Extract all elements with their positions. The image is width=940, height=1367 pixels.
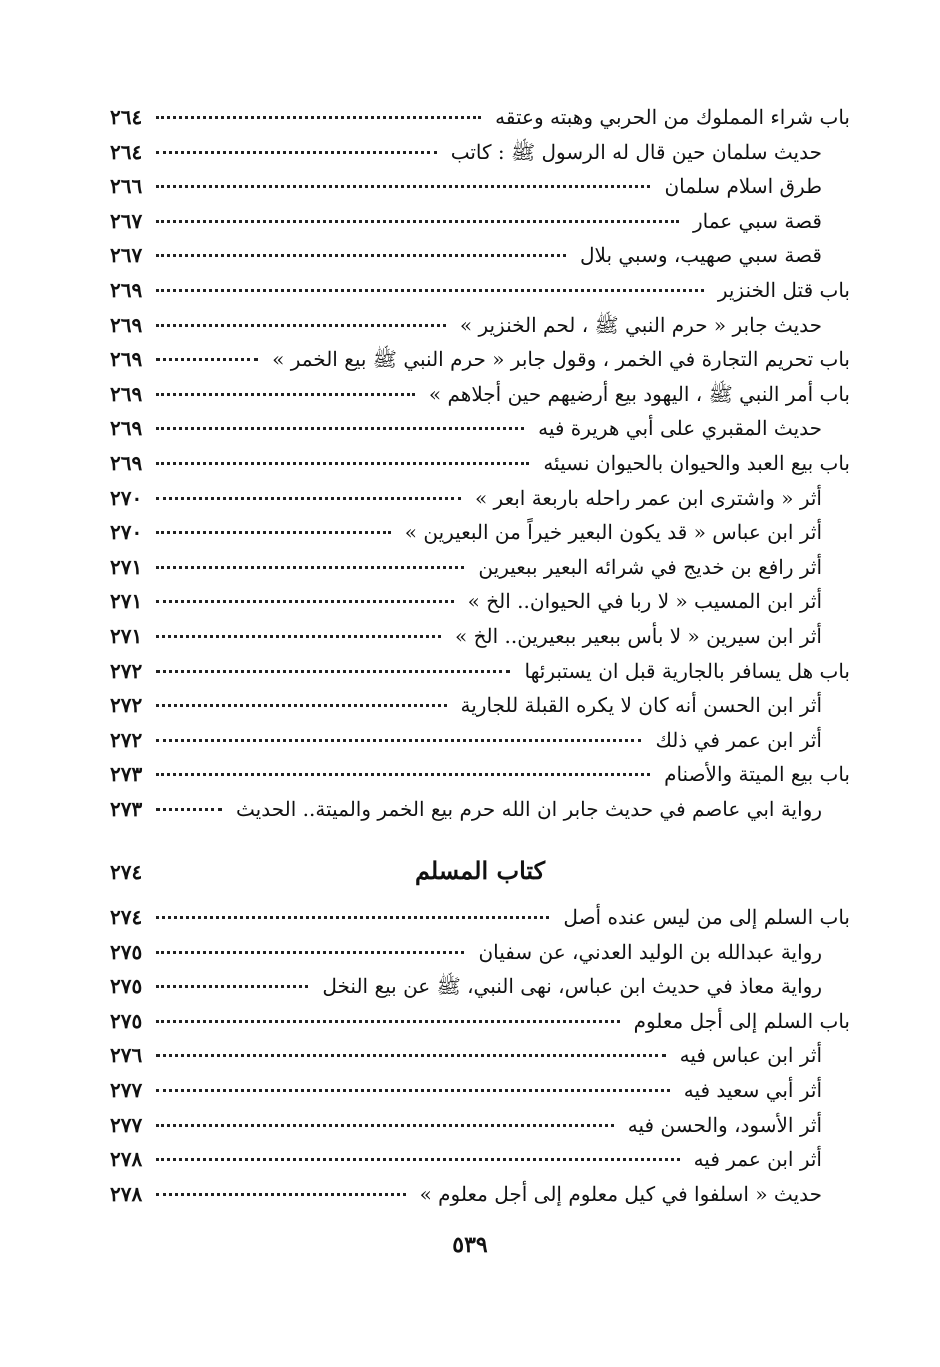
toc-entry-page: ٢٧١ [110, 554, 143, 579]
toc-entry-title: أثر « واشترى ابن عمر راحله باربعة ابعر » [469, 481, 822, 516]
toc-entry-page: ٢٧٥ [110, 974, 143, 999]
toc-entry-title: باب السلم إلى أجل معلوم [628, 1004, 850, 1039]
toc-entry [110, 481, 850, 516]
toc-entry-page: ٢٧٣ [110, 796, 143, 821]
toc-entry [110, 757, 850, 792]
toc-entry-page: ٢٦٩ [110, 312, 143, 337]
toc-entry-page: ٢٧٠ [110, 485, 143, 510]
dot-leader [156, 1124, 614, 1127]
toc-entry-title: باب تحريم التجارة في الخمر ، وقول جابر « حرم النبي ﷺ بيع الخمر » [266, 342, 850, 377]
toc-entry-page: ٢٧٦ [110, 1043, 143, 1068]
dot-leader [156, 116, 481, 119]
toc-section-1 [110, 100, 850, 826]
toc-entry-title: أثر ابن عباس « قد يكون البعير خيراً من البعيرين » [399, 515, 822, 550]
toc-entry [110, 654, 850, 689]
dot-leader [156, 462, 529, 465]
toc-entry-page: ٢٧٥ [110, 939, 143, 964]
dot-leader [156, 324, 446, 327]
toc-entry-title: طرق اسلام سلمان [658, 169, 822, 204]
toc-entry [110, 969, 850, 1004]
toc-entry [110, 238, 850, 273]
toc-entry [110, 1004, 850, 1039]
dot-leader [156, 1193, 406, 1196]
dot-leader [156, 1089, 670, 1092]
dot-leader [156, 773, 650, 776]
dot-leader [156, 531, 391, 534]
toc-entry-page: ٢٧٨ [110, 1181, 143, 1206]
toc-entry [110, 1073, 850, 1108]
toc-entry-page: ٢٦٩ [110, 381, 143, 406]
toc-entry-title: باب بيع الميتة والأصنام [658, 757, 850, 792]
toc-entry-page: ٢٧٢ [110, 658, 143, 683]
toc-entry-title: أثر ابن عمر في ذلك [649, 723, 822, 758]
dot-leader [156, 670, 510, 673]
toc-entry-page: ٢٧٧ [110, 1077, 143, 1102]
dot-leader [156, 600, 454, 603]
toc-entry [110, 308, 850, 343]
toc-entry-page: ٢٧٢ [110, 727, 143, 752]
toc-entry-title: أثر ابن عباس فيه [674, 1038, 822, 1073]
dot-leader [156, 1020, 620, 1023]
toc-entry-page: ٢٦٩ [110, 277, 143, 302]
toc-entry-title: أثر رافع بن خديج في شرائه البعير ببعيرين [472, 550, 822, 585]
dot-leader [156, 951, 464, 954]
dot-leader [156, 358, 258, 361]
toc-entry-title: باب السلم إلى من ليس عنده أصل [557, 900, 850, 935]
toc-section-2 [110, 900, 850, 1211]
toc-entry-title: حديث سلمان حين قال له الرسول ﷺ : كاتب [445, 135, 822, 170]
dot-leader [156, 393, 415, 396]
toc-entry [110, 100, 850, 135]
toc-entry-title: حديث جابر « حرم النبي ﷺ ، لحم الخنزير » [454, 308, 822, 343]
toc-entry-title: أثر ابن المسيب « لا ربا في الحيوان.. الخ » [462, 584, 822, 619]
chapter-title: كتاب المسلم [414, 856, 546, 885]
toc-entry-page: ٢٧١ [110, 623, 143, 648]
dot-leader [156, 566, 464, 569]
toc-entry-page: ٢٦٧ [110, 243, 143, 268]
toc-entry [110, 377, 850, 412]
toc-entry-page: ٢٦٩ [110, 450, 143, 475]
toc-entry-title: باب شراء المملوك من الحربي وهبته وعتقه [489, 100, 850, 135]
toc-entry [110, 169, 850, 204]
toc-entry-page: ٢٦٧ [110, 208, 143, 233]
toc-entry-page: ٢٧١ [110, 589, 143, 614]
dot-leader [156, 497, 461, 500]
toc-entry-page: ٢٧٥ [110, 1008, 143, 1033]
chapter-heading [110, 852, 850, 892]
dot-leader [156, 739, 641, 742]
toc-entry [110, 900, 850, 935]
dot-leader [156, 427, 524, 430]
toc-entry-title: أثر ابن عمر فيه [688, 1142, 822, 1177]
toc-entry-page: ٢٧٣ [110, 762, 143, 787]
toc-entry [110, 1177, 850, 1212]
toc-entry [110, 204, 850, 239]
toc-entry [110, 619, 850, 654]
toc-entry-title: باب بيع العبد والحيوان بالحيوان نسيئه [537, 446, 850, 481]
page-number: ٥٣٩ [452, 1232, 488, 1258]
dot-leader [156, 185, 650, 188]
toc-entry-title: رواية معاذ في حديث ابن عباس، نهى النبي، ﷺ عن بيع النخل [316, 969, 822, 1004]
toc-entry-page: ٢٦٩ [110, 347, 143, 372]
toc-entry [110, 273, 850, 308]
dot-leader [156, 220, 679, 223]
toc-entry-title: باب قتل الخنزير [712, 273, 850, 308]
dot-leader [156, 254, 566, 257]
toc-entry [110, 792, 850, 827]
toc-entry-title: أثر الأسود، والحسن فيه [622, 1108, 822, 1143]
toc-entry-page: ٢٧٠ [110, 520, 143, 545]
toc-entry-page: ٢٦٩ [110, 416, 143, 441]
toc-entry-title: باب هل يسافر بالجارية قبل ان يستبرئها [518, 654, 850, 689]
toc-entry-title: أثر ابن الحسن أنه كان لا يكره القبلة للجارية [455, 688, 822, 723]
toc-entry-title: باب أمر النبي ﷺ ، اليهود بيع أرضيهم حين أجلاهم » [423, 377, 850, 412]
dot-leader [156, 1158, 680, 1161]
dot-leader [156, 985, 308, 988]
dot-leader [156, 916, 549, 919]
dot-leader [156, 704, 447, 707]
toc-entry [110, 584, 850, 619]
toc-entry-title: رواية عبدالله بن الوليد العدني، عن سفيان [472, 935, 822, 970]
toc-entry [110, 1108, 850, 1143]
toc-entry [110, 446, 850, 481]
toc-entry [110, 550, 850, 585]
toc-entry-title: حديث « اسلفوا في كيل معلوم إلى أجل معلوم » [414, 1177, 822, 1212]
toc-entry-page: ٢٧٢ [110, 693, 143, 718]
toc-entry [110, 411, 850, 446]
toc-entry-title: رواية ابي عاصم في حديث جابر ان الله حرم بيع الخمر والميتة.. الحديث [230, 792, 822, 827]
toc-entry-page: ٢٧٨ [110, 1147, 143, 1172]
toc-entry [110, 135, 850, 170]
toc-entry [110, 515, 850, 550]
dot-leader [156, 1054, 666, 1057]
toc-entry-page: ٢٦٦ [110, 174, 143, 199]
toc-entry-title: قصة سبي عمار [687, 204, 822, 239]
toc-entry-title: حديث المقبري على أبي هريرة فيه [532, 411, 822, 446]
toc-entry [110, 342, 850, 377]
dot-leader [156, 808, 222, 811]
toc-entry-title: أثر أبي سعيد فيه [678, 1073, 822, 1108]
toc-entry [110, 1142, 850, 1177]
toc-entry-page: ٢٧٧ [110, 1112, 143, 1137]
dot-leader [156, 151, 437, 154]
toc-entry-page: ٢٦٤ [110, 139, 143, 164]
toc-entry [110, 688, 850, 723]
toc-entry [110, 1038, 850, 1073]
toc-entry-page: ٢٦٤ [110, 105, 143, 129]
toc-entry-title: قصة سبي صهيب، وسبي بلال [574, 238, 822, 273]
dot-leader [156, 289, 704, 292]
toc-entry [110, 723, 850, 758]
chapter-page-number: ٢٧٤ [110, 860, 143, 884]
dot-leader [156, 635, 441, 638]
toc-entry [110, 935, 850, 970]
toc-entry-page: ٢٧٤ [110, 905, 143, 929]
toc-entry-title: أثر ابن سيرين « لا بأس ببعير ببعيرين.. الخ » [449, 619, 822, 654]
